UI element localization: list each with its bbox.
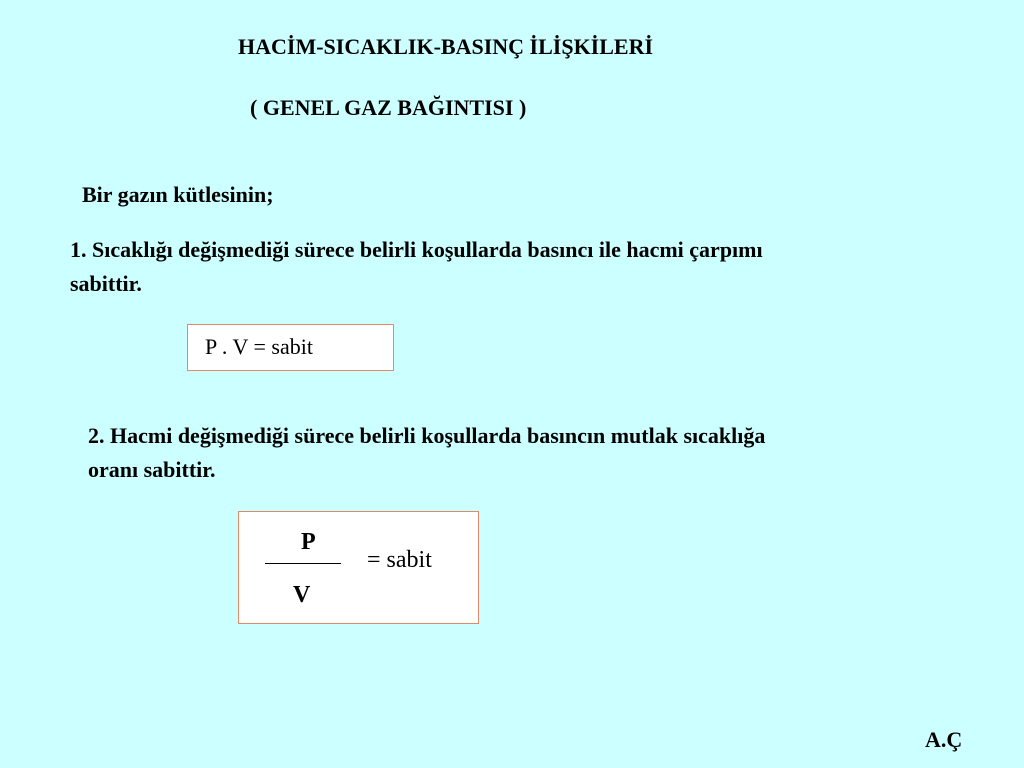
rule-1-text: 1. Sıcaklığı değişmediği sürece belirli koşullarda basıncı ile hacmi çarpımı sabittir.: [70, 237, 763, 296]
intro-text: Bir gazın kütlesinin;: [82, 182, 274, 207]
formula-2-box: [238, 511, 479, 624]
fraction-numerator: P: [301, 529, 316, 555]
author-initials: A.Ç: [925, 727, 963, 752]
rule-2-text: 2. Hacmi değişmediği sürece belirli koşullarda basıncın mutlak sıcaklığa oranı sabittir.: [88, 423, 766, 482]
slide-subtitle: ( GENEL GAZ BAĞINTISI ): [250, 95, 527, 120]
formula-1-box: [187, 324, 394, 371]
fraction-denominator: V: [293, 582, 311, 608]
formula-1: P . V = sabit: [205, 334, 313, 359]
slide-title: HACİM-SICAKLIK-BASINÇ İLİŞKİLERİ: [238, 34, 654, 59]
fraction-bar: [265, 563, 341, 564]
fraction-equals-constant: = sabit: [367, 547, 432, 573]
